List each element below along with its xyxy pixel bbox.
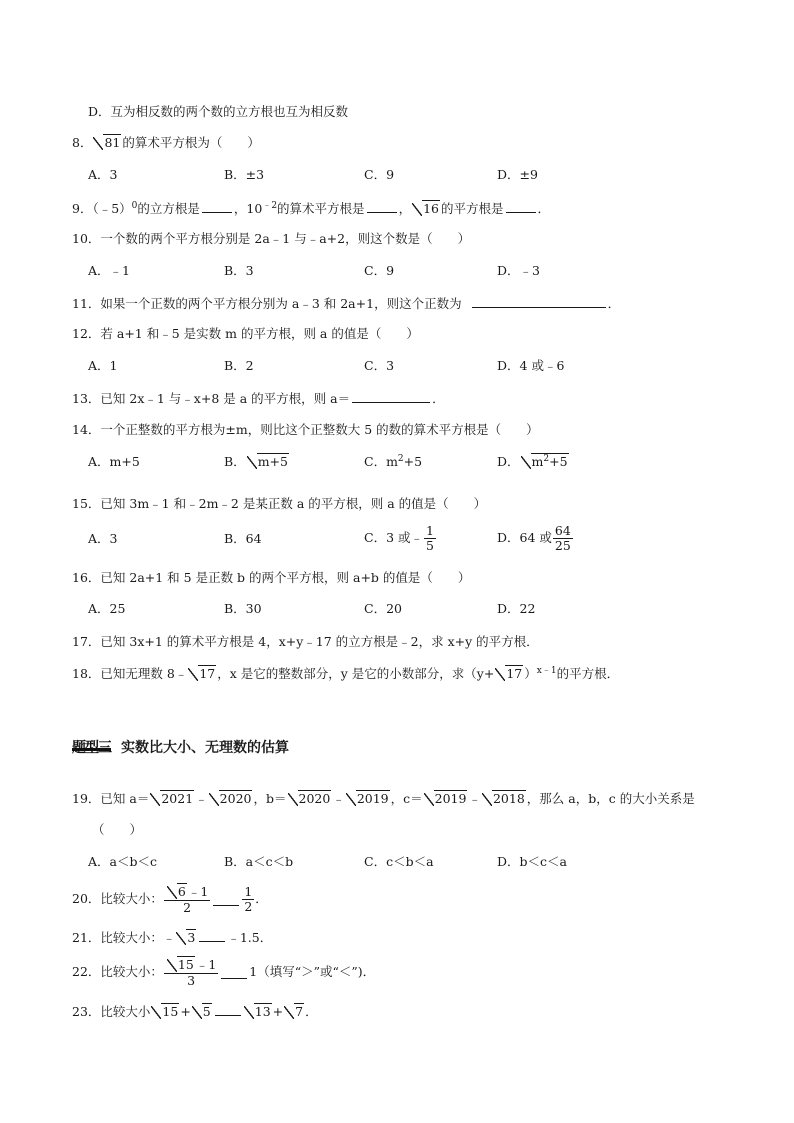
question-13: 13．已知 2x﹣1 与﹣x+8 是 a 的平方根，则 a＝ ． — [72, 391, 445, 406]
sqrt: 2018 — [482, 790, 526, 808]
sqrt: 15 — [151, 1003, 179, 1021]
question-19-paren: （ ） — [92, 822, 143, 837]
question-10: 10．一个数的两个平方根分别是 2a﹣1 与﹣a+2，则这个数是（ ） — [72, 231, 471, 246]
question-10-options — [0, 262, 794, 284]
sqrt: 2020 — [288, 790, 332, 808]
sqrt: 13 — [244, 1003, 272, 1021]
option-a: A．m+5 — [88, 454, 140, 469]
answer-blank[interactable] — [213, 892, 239, 906]
question-20: 20．比较大小： $\frac{6 ﹣1}{2}$ $\frac{1}{2}$ ． — [72, 883, 268, 915]
option-c: C．3 — [364, 358, 395, 373]
question-12-options — [0, 357, 794, 379]
section-header — [72, 737, 289, 757]
sqrt: 17 — [495, 665, 523, 683]
fraction: $\frac{15 ﹣1}{3}$ — [164, 956, 218, 988]
question-18: 18．已知无理数 8﹣ 17 ，x 是它的整数部分，y 是它的小数部分，求（y+ 17 ）$^{x﹣1}$的平方根． — [72, 666, 620, 681]
fraction: $\frac{6 ﹣1}{2}$ — [164, 883, 210, 915]
option-d: D．﹣3 — [497, 263, 540, 278]
fraction: $\frac{1}{2}$ — [244, 883, 253, 914]
option-a: A．1 — [88, 358, 118, 373]
sqrt: 81 — [93, 134, 121, 152]
question-14-options — [0, 453, 794, 475]
option-d: D．b＜c＜a — [497, 854, 567, 869]
sqrt: $m^2+5$ — [521, 453, 569, 471]
option-a: A．3 — [88, 167, 118, 182]
option-a: A．a＜b＜c — [88, 854, 157, 869]
section-tag: 题型三 — [72, 740, 111, 756]
fraction: $\frac{64}{25}$ — [554, 523, 571, 553]
option-c: C．20 — [364, 601, 402, 616]
option-b: B．64 — [224, 531, 262, 546]
option-b: B．3 — [224, 263, 254, 278]
question-11: 11．如果一个正数的两个平方根分别为 a﹣3 和 2a+1，则这个正数为 ． — [72, 296, 621, 311]
sqrt: 15 — [167, 956, 195, 973]
question-19-options — [0, 853, 794, 875]
answer-blank[interactable] — [199, 928, 225, 942]
answer-blank[interactable] — [202, 199, 232, 213]
option-b: B．30 — [224, 601, 262, 616]
section-title: 实数比大小、无理数的估算 — [121, 740, 289, 756]
option-d: D．4 或﹣6 — [497, 358, 565, 373]
question-19: 19．已知 a＝ 2021 ﹣ 2020 ，b＝ 2020 ﹣ 2019 ，c＝ 2019 ﹣ 2018 ，那么 a，b，c 的大小关系是 — [72, 791, 695, 806]
option-b: B．2 — [224, 358, 254, 373]
option-d: D．±9 — [497, 167, 538, 182]
sqrt: 5 — [192, 1003, 212, 1021]
q7-option-d: D．互为相反数的两个数的立方根也互为相反数 — [88, 104, 349, 119]
answer-blank[interactable] — [352, 389, 430, 403]
question-15: 15．已知 3m﹣1 和﹣2m﹣2 是某正数 a 的平方根，则 a 的值是（ ） — [72, 496, 487, 511]
answer-blank[interactable] — [506, 199, 536, 213]
option-a: A．25 — [88, 601, 126, 616]
option-b: B． m+5 — [224, 454, 288, 469]
question-14: 14．一个正整数的平方根为±m，则比这个正整数大 5 的数的算术平方根是（ ） — [72, 422, 539, 437]
sqrt: 2020 — [209, 790, 253, 808]
answer-blank[interactable] — [221, 965, 247, 979]
sqrt: 2021 — [150, 790, 194, 808]
option-c: C．3 或﹣ $\frac{1}{5}$ — [364, 523, 434, 553]
question-text: 的算术平方根为（ ） — [122, 135, 260, 150]
option-d: D． $m^2+5$ — [497, 454, 568, 469]
fraction: $\frac{1}{5}$ — [426, 523, 434, 553]
sqrt: m+5 — [247, 453, 289, 471]
question-21: 21．比较大小：﹣ 3 ﹣1.5． — [72, 930, 273, 945]
question-15-options — [0, 524, 794, 558]
question-9: 9．（﹣5）$^0$的立方根是 ，$10^{﹣2}$的算术平方根是 ， 16 的平方根是 ． — [72, 201, 551, 216]
question-8-options — [0, 166, 794, 188]
option-b: B．a＜c＜b — [224, 854, 294, 869]
option-c: C．9 — [364, 263, 395, 278]
sqrt: 6 — [167, 883, 187, 900]
option-d: D．22 — [497, 601, 536, 616]
question-number: 8． — [72, 135, 93, 150]
option-b: B．±3 — [224, 167, 265, 182]
question-22: 22．比较大小： $\frac{15 ﹣1}{3}$ 1（填写“＞”或“＜”)． — [72, 957, 376, 988]
answer-blank[interactable] — [472, 294, 606, 308]
question-16-options — [0, 600, 794, 622]
question-8 — [72, 134, 260, 152]
option-a: A．3 — [88, 531, 118, 546]
answer-blank[interactable] — [367, 199, 397, 213]
question-17: 17．已知 3x+1 的算术平方根是 4，x+y﹣17 的立方根是﹣2，求 x+y 的平方根． — [72, 634, 539, 649]
option-c: C．c＜b＜a — [364, 854, 434, 869]
option-a: A．﹣1 — [88, 263, 130, 278]
question-23: 23．比较大小 15 + 5 13 + 7 ． — [72, 1004, 318, 1019]
sqrt: 2019 — [424, 790, 468, 808]
sqrt: 7 — [284, 1003, 304, 1021]
question-12: 12．若 a+1 和﹣5 是实数 m 的平方根，则 a 的值是（ ） — [72, 326, 419, 341]
answer-blank[interactable] — [215, 1002, 241, 1016]
sqrt: 16 — [412, 200, 440, 218]
option-d: D．64 或 $\frac{64}{25}$ — [497, 523, 571, 553]
option-c: C．$m^2+5$ — [364, 454, 423, 469]
sqrt: 2019 — [346, 790, 390, 808]
option-c: C．9 — [364, 167, 395, 182]
sqrt: 3 — [176, 929, 196, 947]
question-16: 16．已知 2a+1 和 5 是正数 b 的两个平方根，则 a+b 的值是（ ） — [72, 570, 471, 585]
sqrt: 17 — [188, 665, 216, 683]
